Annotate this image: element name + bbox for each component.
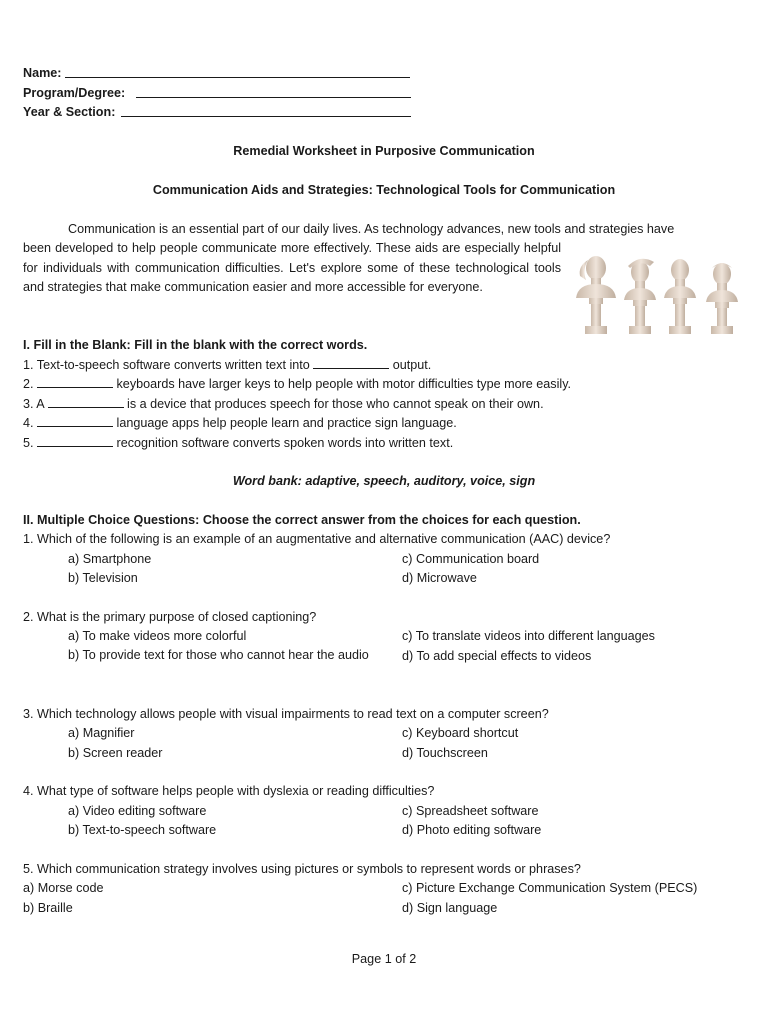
q1-option-a[interactable]: a) Smartphone [68, 552, 152, 566]
bust-4 [706, 263, 738, 334]
section1-heading: I. Fill in the Blank: Fill in the blank with the correct words. [23, 338, 368, 352]
answer-blank-5[interactable] [37, 436, 113, 447]
year-section-label: Year & Section: [23, 105, 116, 119]
answer-blank-1[interactable] [313, 358, 389, 369]
q1-option-c[interactable]: c) Communication board [402, 552, 540, 566]
word-bank: Word bank: adaptive, speech, auditory, voice, sign [232, 474, 536, 488]
bust-3 [664, 259, 696, 334]
q1-option-b[interactable]: b) Television [68, 571, 138, 585]
section2-heading: II. Multiple Choice Questions: Choose the correct answer from the choices for each question. [23, 513, 581, 527]
question-3: 3. Which technology allows people with visual impairments to read text on a computer screen? [23, 707, 549, 721]
q4-option-c[interactable]: c) Spreadsheet software [402, 804, 539, 818]
name-label: Name: [23, 66, 62, 80]
intro-first-line: Communication is an essential part of our daily lives. As technology advances, new tools and strategies have [68, 222, 675, 236]
q5-option-d[interactable]: d) Sign language [402, 901, 498, 915]
q2-option-c[interactable]: c) To translate videos into different languages [402, 629, 655, 643]
worksheet-title: Remedial Worksheet in Purposive Communication [233, 144, 535, 158]
page-number: Page 1 of 2 [351, 952, 417, 966]
q3-option-a[interactable]: a) Magnifier [68, 726, 135, 740]
question-1: 1. Which of the following is an example of an augmentative and alternative communication (AAC) device? [23, 532, 611, 546]
q2-option-a[interactable]: a) To make videos more colorful [68, 629, 247, 643]
q2-option-b[interactable]: b) To provide text for those who cannot hear the audio [68, 648, 369, 662]
program-label: Program/Degree: [23, 86, 126, 100]
fill-item-5: 5. recognition software converts spoken words into written text. [23, 436, 454, 450]
q4-option-b[interactable]: b) Text-to-speech software [68, 823, 217, 837]
year-section-field-line [121, 116, 411, 117]
bust-1 [576, 256, 616, 334]
q1-option-d[interactable]: d) Microwave [402, 571, 477, 585]
q5-option-a[interactable]: a) Morse code [23, 881, 104, 895]
bust-2 [624, 259, 656, 334]
fill-item-3: 3. A is a device that produces speech for those who cannot speak on their own. [23, 397, 544, 411]
q5-option-b[interactable]: b) Braille [23, 901, 73, 915]
answer-blank-4[interactable] [37, 416, 113, 427]
fill-item-1: 1. Text-to-speech software converts written text into output. [23, 358, 432, 372]
question-5: 5. Which communication strategy involves using pictures or symbols to represent words or phrases? [23, 862, 581, 876]
fill-item-2: 2. keyboards have larger keys to help people with motor difficulties type more easily. [23, 377, 572, 391]
fill-item-4: 4. language apps help people learn and practice sign language. [23, 416, 457, 430]
q5-option-c[interactable]: c) Picture Exchange Communication System (PECS) [402, 881, 698, 895]
q3-option-b[interactable]: b) Screen reader [68, 746, 163, 760]
statue-busts-image [572, 252, 750, 342]
q3-option-d[interactable]: d) Touchscreen [402, 746, 488, 760]
name-field-line [65, 77, 410, 78]
answer-blank-3[interactable] [48, 397, 124, 408]
q4-option-a[interactable]: a) Video editing software [68, 804, 207, 818]
q3-option-c[interactable]: c) Keyboard shortcut [402, 726, 519, 740]
worksheet-subtitle: Communication Aids and Strategies: Technological Tools for Communication [152, 183, 616, 197]
question-2: 2. What is the primary purpose of closed captioning? [23, 610, 317, 624]
question-4: 4. What type of software helps people with dyslexia or reading difficulties? [23, 784, 435, 798]
answer-blank-2[interactable] [37, 377, 113, 388]
q2-option-d[interactable]: d) To add special effects to videos [402, 649, 592, 663]
program-field-line [136, 97, 411, 98]
q4-option-d[interactable]: d) Photo editing software [402, 823, 542, 837]
intro-paragraph: been developed to help people communicate more effectively. These aids are especially helpful for individuals with communication difficulties. Let's explore some of these technological tools and strategies that make communication easier and more accessible for everyone. [23, 241, 561, 294]
